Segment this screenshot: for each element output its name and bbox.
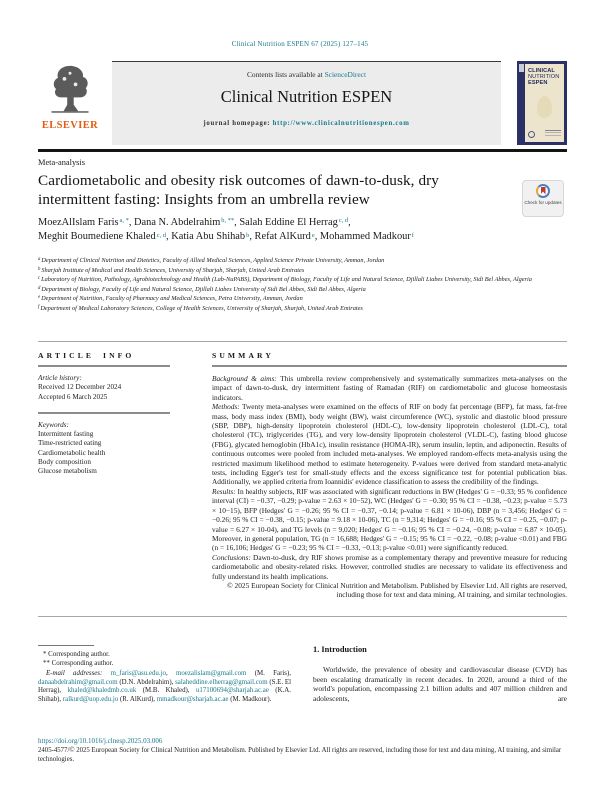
section-divider xyxy=(38,341,567,342)
contents-prefix: Contents lists available at xyxy=(246,70,325,79)
elsevier-tree-icon xyxy=(47,64,93,114)
email-link[interactable]: mmadkour@sharjah.ac.ae xyxy=(156,696,229,704)
affiliation: $^e$Department of Nutrition, Faculty of Pharmacy and Medical Sciences, Petra University, Amman, Jordan xyxy=(38,295,303,302)
crossmark-icon xyxy=(536,184,550,198)
article-info-column xyxy=(38,351,170,600)
keyword: Cardiometabolic health xyxy=(38,448,106,457)
journal-cover-thumbnail[interactable] xyxy=(517,61,567,145)
author-affil-sup[interactable]: f xyxy=(411,231,414,239)
abstract-paragraph: Background & aims: This umbrella review comprehensively and systematically summarizes meta-analyses on the impact of dawn-to-dusk, dry intermittent fasting of Ramadan (RIF) on cardiometabolic and glucose homeostasis indicators. xyxy=(212,374,567,402)
cover-title xyxy=(525,64,564,86)
elsevier-wordmark: ELSEVIER xyxy=(41,120,99,131)
author: MoezAlIslam Faris$^{a, *}$, xyxy=(38,217,135,228)
body-columns xyxy=(38,645,567,705)
received-date: Received 12 December 2024 xyxy=(38,383,122,392)
email-link[interactable]: khaled@khaledmb.co.uk xyxy=(67,687,137,695)
doi-link[interactable]: https://doi.org/10.1016/j.clnesp.2025.03.006 xyxy=(38,737,163,745)
article-history-label: Article history: xyxy=(38,374,82,382)
cover-drop-art xyxy=(537,96,552,118)
corresponding-author-note: * Corresponding author. xyxy=(43,651,110,658)
introduction-heading: 1. Introduction xyxy=(313,645,367,654)
author: Salah Eddine El Herrag$^{c, d}$, xyxy=(239,217,351,228)
author-line xyxy=(38,216,506,230)
author-affil-sup[interactable]: a, * xyxy=(119,217,129,225)
accepted-date: Accepted 6 March 2025 xyxy=(38,392,108,401)
email-link[interactable]: danaabdelrahim@gmail.com xyxy=(38,678,118,686)
author: Refat AlKurd$^e$, xyxy=(254,231,320,243)
introduction-column xyxy=(313,645,567,705)
homepage-prefix: journal homepage: xyxy=(203,120,273,127)
affiliation: $^d$Department of Biology, Faculty of Life and Natural Science, Djillali Liabes University of Sidi Bel Abbes, Sidi Bel Abbes, Algeria xyxy=(38,285,366,293)
keyword: Time-restricted eating xyxy=(38,439,102,448)
abstract-paragraph: Conclusions: Dawn-to-dusk, dry RIF shows promise as a complementary therapy and preventive measure for reducing cardiometabolic and obesity-related risks. However, controlled studies are necessary to validate its effectiveness and fully understand its health implications. xyxy=(212,552,567,581)
abstract-copyright: © 2025 European Society for Clinical Nutrition and Metabolism. Published by Elsevier Ltd. All rights are reserved, including those for text and data mining, AI training, and similar technologies. xyxy=(227,580,567,600)
introduction-paragraph: Worldwide, the prevalence of obesity and cardiovascular disease (CVD) has been escalating dramatically in recent decades. In 2020, around a third of the world's population, encompassing 2.1 billion adults and 407 million children and adolescents, are xyxy=(313,665,567,703)
masthead xyxy=(38,61,567,147)
abstract-paragraph: Methods: Twenty meta-analyses were examined on the effects of RIF on body fat percentage (BFP), fat mass, fat-free mass, body mass index (BMI), body weight (BW), waist circumference (WC), systolic and diastolic blood pressure (SBP, DBP), high-density lipoprotein cholesterol (HDL-C), low-density lipoprotein cholesterol (LDL-C), total cholesterol (TC), triglycerides (TG), and very low-density lipoprotein cholesterol (VLDL-C), fasting blood glucose (FBG), glycated hemoglobin (HbA1c), insulin resistance (HOMA-IR), serum insulin, leptin, and adiponectin. Results of continuous outcomes were pooled from included meta-analyses. We employed random-effects meta-analysis using the restricted maximum likelihood method to estimate heterogeneity. P-values were derived from standard meta-analytic tests, including Egger's test for small-study effects and the excess significance test for potential publication bias. Additionally, we applied criteria from Ioannidis' evidence classification to assess the credibility of the findings. xyxy=(212,402,567,487)
email-link[interactable]: moezalislam@gmail.com xyxy=(175,669,247,677)
author-line xyxy=(38,230,506,244)
rule xyxy=(38,412,170,414)
footnotes-column xyxy=(38,645,291,705)
author: Mohammed Madkour$^f$ xyxy=(319,231,414,243)
email-link[interactable]: ralkurd@uop.edu.jo xyxy=(62,696,119,704)
abstract-text xyxy=(212,374,567,600)
ribbon-icon xyxy=(541,187,546,195)
rule xyxy=(38,365,170,367)
author-affil-sup[interactable]: c, d xyxy=(156,231,167,239)
section-divider xyxy=(38,616,567,617)
rule xyxy=(212,365,567,367)
summary-heading: SUMMARY xyxy=(212,351,274,360)
cover-title-line: CLINICAL xyxy=(528,68,555,74)
contents-line xyxy=(112,70,501,79)
check-updates-label: Check for updates xyxy=(524,200,562,205)
article-type-label: Meta-analysis xyxy=(38,158,85,167)
summary-column xyxy=(212,351,567,600)
affiliation: $^a$Department of Clinical Nutrition and Dietetics, Faculty of Allied Medical Sciences, Applied Science Private University, Amman, Jordan xyxy=(38,257,385,264)
footer-copyright: 2405-4577/© 2025 European Society for Clinical Nutrition and Metabolism. Published by Elsevier Ltd. All rights are reserved, including those for text and data mining, AI training, and similar technologies. xyxy=(38,747,562,763)
affiliation-list xyxy=(38,257,567,314)
affiliation: $^f$Department of Medical Laboratory Sciences, College of Health Sciences, University of Sharjah, Sharjah, United Arab Emirates xyxy=(38,304,363,312)
email-addresses: E-mail addresses: m_faris@asu.edu.jo, moezalislam@gmail.com (M. Faris), danaabdelrahim@gmail.com (D.N. Abdelrahim), salaheddine.elherrag@gmail.com (S.E. El Herrag), khaled@khaledmb.co.uk (M.B. Khaled), u17100694@sharjah.ac.ae (K.A. Shihab), ralkurd@uop.edu.jo (R. AlKurd), mmadkour@sharjah.ac.ae (M. Madkour). xyxy=(38,669,292,704)
author-list xyxy=(38,216,506,245)
email-link[interactable]: salaheddine.elherrag@gmail.com xyxy=(175,678,268,686)
keyword: Body composition xyxy=(38,458,91,467)
author-affil-sup[interactable]: e xyxy=(311,231,315,239)
page-footer xyxy=(38,737,567,765)
cover-publisher-mark xyxy=(519,64,524,72)
elsevier-logo[interactable] xyxy=(38,61,102,147)
footnote-rule xyxy=(38,645,94,646)
keyword: Glucose metabolism xyxy=(38,467,97,476)
corresponding-author-note: ** Corresponding author. xyxy=(43,659,114,667)
journal-banner xyxy=(112,61,501,145)
journal-title: Clinical Nutrition ESPEN xyxy=(220,87,393,106)
cover-art xyxy=(525,64,564,142)
cover-fine-print xyxy=(545,130,561,137)
journal-homepage-link[interactable]: http://www.clinicalnutritionespen.com xyxy=(272,120,410,127)
affiliation: $^c$Laboratory of Nutrition, Pathology, Agrobiotechnology and Health (Lab-NuPABS), Department of Biology, Faculty of Life and Natural Science, Djillali Liabes University, Sidi Bel Abbes, Algeria xyxy=(38,276,532,283)
article-title: Cardiometabolic and obesity risk outcomes of dawn-to-dusk, dry intermittent fasting: Insights from an umbrella review xyxy=(38,172,439,208)
page-header-citation[interactable]: Clinical Nutrition ESPEN 67 (2025) 127–145 xyxy=(231,40,369,48)
keyword: Intermittent fasting xyxy=(38,430,94,439)
author-affil-sup[interactable]: b xyxy=(246,231,250,239)
author-affil-sup[interactable]: c, d xyxy=(338,217,349,225)
author: Dana N. Abdelrahim$^{b, **}$, xyxy=(134,217,240,228)
author: Meghit Boumediene Khaled$^{c, d}$, xyxy=(38,231,172,243)
cover-title-line: ESPEN xyxy=(528,80,548,86)
abstract-paragraph: Results: In healthy subjects, RIF was associated with significant reductions in BW (Hedges' G = −0.33; 95 % confidence interval (CI) = −0.37, −0.29; p-value = 2.63 × 10−52), WC (Hedges' G = −0.30; 95 % CI = −0.38, −0.23; p-value = 5.73 × 10−15), BFP (Hedges' G = −0.26; 95 % CI = −0.37, −0.14; p-value = 6.81 × 10-06), DBP (n = 3,456; Hedges' G = −0.26; 95 % CI = −0.38, −0.15; p-value = 9.18 × 10-06), TC (n = 9,314; Hedges' G = −0.16; 95 % CI = −0.25, −0.07; p-value = 6.27 × 10-04), and TG levels (n = 9,020; Hedges' G = −0.16; 95 % CI = −0.24, −0.08; p-value = 6.87 × 10-05). Moreover, in general population, TG (n = 16,688; Hedges' G = −0.15; 95 % CI = −0.22, −0.08; p-value <0.01) and FBG (n = 16,106; Hedges' G = −0.23; 95 % CI = −0.33, −0.13; p-value <0.01) were significantly reduced. xyxy=(212,486,567,553)
author-affil-sup[interactable]: b, ** xyxy=(221,217,235,225)
email-link[interactable]: m_faris@asu.edu.jo xyxy=(110,669,166,677)
cover-title-line: NUTRITION xyxy=(528,74,560,80)
info-summary-columns xyxy=(38,351,567,600)
keywords-label: Keywords: xyxy=(38,420,69,429)
affiliation: $^b$Sharjah Institute of Medical and Health Sciences, University of Sharjah, Sharjah, United Arab Emirates xyxy=(38,266,305,274)
cover-society-stamp xyxy=(528,131,535,138)
masthead-divider xyxy=(38,149,567,152)
email-link[interactable]: u17100694@sharjah.ac.ae xyxy=(195,687,269,695)
author: Katia Abu Shihab$^b$, xyxy=(171,231,255,243)
check-for-updates-badge[interactable] xyxy=(522,180,564,217)
article-info-heading: ARTICLE INFO xyxy=(38,351,135,360)
email-label: E-mail addresses: xyxy=(46,669,103,677)
homepage-line xyxy=(112,120,501,127)
sciencedirect-link[interactable]: ScienceDirect xyxy=(324,70,367,79)
